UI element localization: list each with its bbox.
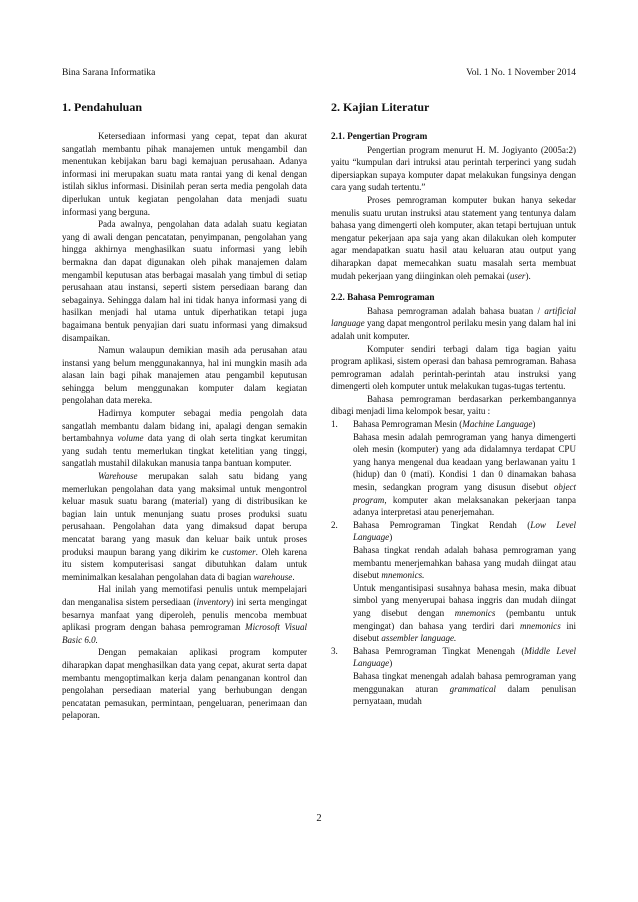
subsection-heading: 2.2. Bahasa Pemrograman <box>331 292 435 303</box>
section-heading-pendahuluan: 1. Pendahuluan <box>62 100 143 114</box>
left-column <box>62 100 307 722</box>
page-number: 2 <box>316 813 322 824</box>
volume-info: Vol. 1 No. 1 November 2014 <box>466 68 576 78</box>
paragraph: Komputer sendiri terbagi dalam tiga bagian yaitu program aplikasi, sistem operasi dan bahasa pemrograman. Bahasa pemrograman adalah perintah-perintah atau instruksi yang dimengerti oleh komputer untuk melakukan tugas-tugas tertentu. <box>331 343 576 392</box>
subsection-heading: 2.1. Pengertian Program <box>331 131 428 141</box>
paragraph: Namun walaupun demikian masih ada perusahan atau instansi yang belum menggunakannya, hal ini mungkin masih ada alasan lain bagi pihak manajemen atau pengambil keputusan sehingga belum menggunakan komputer dalam kegiatan pengolahan data mereka. <box>62 345 307 406</box>
list-item: 3. Bahasa Pemrograman Tingkat Menengah (Middle Level Language) Bahasa tingkat menengah adalah bahasa pemrograman yang menggunakan aturan grammatical dalam penulisan pernyataan, mudah <box>331 645 577 707</box>
paragraph: Hadirnya komputer sebagai media pengolah data sangatlah membantu dalam bidang ini, apalagi dengan semakin bertambahnya volume data yang di olah serta tingkat kerumitan yang sudah tentu memerlukan tingkat ketelitian yang tinggi, sangatlah mustahil dilakukan manusia tanpa bantuan komputer. <box>62 408 307 469</box>
paragraph: Bahasa pemrograman berdasarkan perkembangannya dibagi menjadi lima kelompok besar, yaitu : <box>331 393 576 417</box>
language-list <box>331 418 576 708</box>
journal-name: Bina Sarana Informatika <box>62 68 156 78</box>
paragraph: Bahasa pemrograman adalah bahasa buatan / artificial language yang dapat mengontrol perilaku mesin yang dalam hal ini adalah unit komputer. <box>331 305 576 341</box>
right-column <box>331 100 576 708</box>
list-item: 1. Bahasa Pemrograman Mesin (Machine Language) Bahasa mesin adalah pemrograman yang hanya dimengerti oleh mesin (komputer) yang ada didalamnya terdapat CPU yang hanya mengenal dua keadaan yang berlawanan yaitu 1 (hidup) dan 0 (mati). Kondisi 1 dan 0 dinamakan bahasa mesin, sedangkan program yang disusun disebut object program, komputer akan melaksanakan pekerjaan tanpa adanya interpretasi atau penerjemahan. <box>331 419 576 518</box>
paragraph: Ketersediaan informasi yang cepat, tepat dan akurat sangatlah membantu pihak manajemen untuk mengambil dan menentukan kebijakan baru bagi kemajuan perusahaan. Adanya informasi ini merupakan suatu mata rantai yang di kenal dengan istilah siklus informasi. Disinilah peran serta media pengolah data diperlukan untuk kegiatan pengolahan data menjadi suatu informasi yang berguna. <box>62 131 307 217</box>
paragraph: Warehouse merupakan salah satu bidang yang memerlukan pengolahan data yang maksimal untuk mengontrol keluar masuk suatu barang (material) yang di distribusikan ke bagian lain untuk menunjang suatu proses produksi suatu perusahaan. Pengolahan data yang dimaksud dapat berupa mencatat barang yang masuk dan keluar baik untuk proses produksi maupun barang yang dikirim ke customer. Oleh karena itu sistem komputerisasi sangat dibutuhkan dalam untuk meminimalkan kesalahan pengolahan data di bagian warehouse. <box>62 471 307 582</box>
running-header <box>62 68 576 84</box>
paragraph: Hal inilah yang memotifasi penulis untuk mempelajari dan menganalisa sistem persediaan (inventory) ini serta mengingat besarnya manfaat yang diperoleh, penulis mencoba membuat aplikasi program dengan bahasa pemrograman Microsoft Visual Basic 6.0. <box>62 584 307 645</box>
paragraph: Proses pemrograman komputer bukan hanya sekedar menulis suatu urutan instruksi atau statement yang tentunya dalam bahasa yang dimengerti oleh komputer, akan tetapi bertujuan untuk mengatur pekerjaan apa saja yang akan dilakukan oleh komputer agar mendapatkan suatu hasil atau keluaran atau output yang diharapkan dapat memecahkan suatu masalah serta membuat mudah pekerjaan yang diinginkan oleh pemakai (user). <box>331 194 576 281</box>
paragraph: Dengan pemakaian aplikasi program komputer diharapkan dapat menghasilkan data yang cepat, akurat serta dapat membantu mengoptimalkan kerja dalam penanganan kontrol dan pengolahan persediaan material yang berhubungan dengan pencatatan pemasukan, permintaan, pengeluaran, penerimaan dan pelaporan. <box>62 647 307 721</box>
list-item: 2. Bahasa Pemrograman Tingkat Rendah (Low Level Language) Bahasa tingkat rendah adalah bahasa pemrograman yang membantu menerjemahkan bahasa yang mudah diingat atau disebut mnemonics. Untuk mengantisipasi susahnya bahasa mesin, maka dibuat simbol yang menyerupai bahasa inggris dan mudah diingat yang disebut dengan mnemonics (pembantu untuk mengingat) dan bahasa yang terdiri dari mnemonics ini disebut assembler language. <box>331 519 576 644</box>
section-heading-kajian: 2. Kajian Literatur <box>331 100 430 114</box>
paragraph: Pada awalnya, pengolahan data adalah suatu kegiatan yang di awali dengan pencatatan, penyimpanan, pengolahan yang hingga akhirnya menghasilkan suatu informasi yang lebih bermakna dan dapat digunakan oleh pihak manajemen dalam mengambil keputusan atas berbagai masalah yang timbul di setiap perusahaan atau instansi, seperti sistem persediaan barang dan sebagainya. Sehingga dalam hal ini tidak hanya informasi yang di hasilkan menjadi hal utama untuk diperhatikan tetapi juga bagaimana bentuk penyajian dari suatu informasi yang dimaksud disampaikan. <box>62 219 307 343</box>
paragraph: Pengertian program menurut H. M. Jogiyanto (2005a:2) yaitu “kumpulan dari intruksi atau perintah terperinci yang sudah dipersiapkan supaya komputer dapat melakukan fungsinya dengan cara yang sudah tertentu.” <box>331 144 576 193</box>
